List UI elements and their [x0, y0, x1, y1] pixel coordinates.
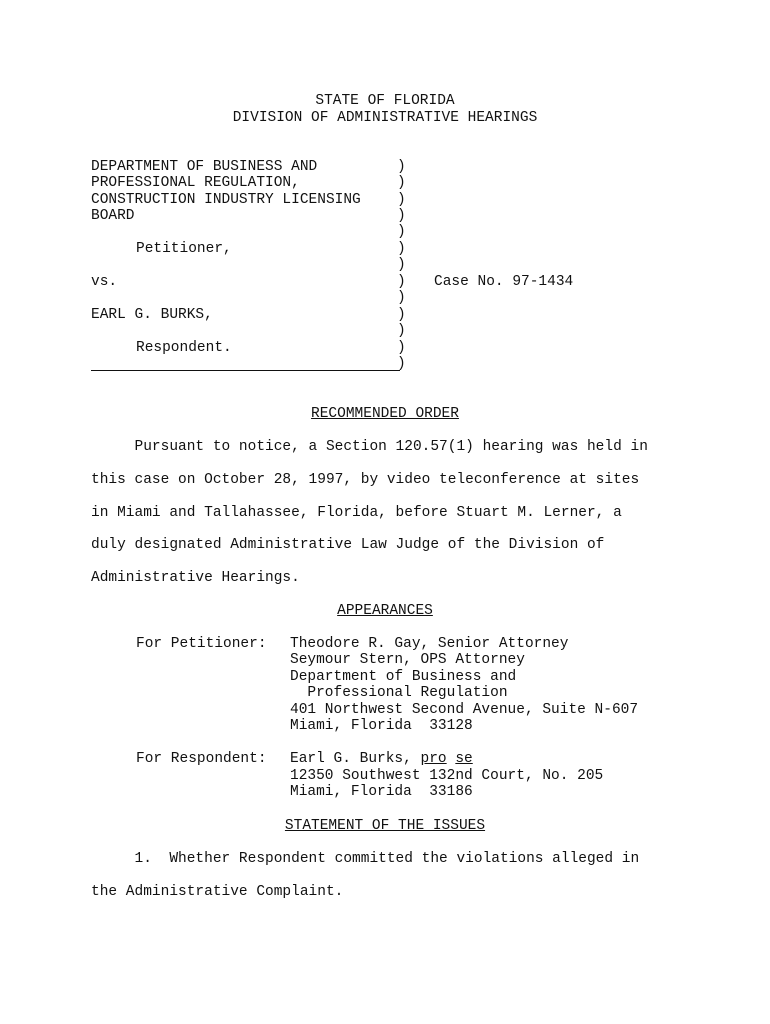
issues-line: the Administrative Complaint. [91, 884, 344, 900]
intro-line: duly designated Administrative Law Judge of the Division of [91, 537, 605, 553]
respondent-counsel-line: Miami, Florida 33186 [290, 784, 473, 800]
caption-paren: ) [397, 323, 406, 339]
petitioner-counsel-line: Professional Regulation [290, 685, 508, 701]
caption-paren: ) [397, 340, 406, 356]
issues-heading: STATEMENT OF THE ISSUES [284, 818, 486, 834]
petitioner-counsel-line: Department of Business and [290, 669, 517, 685]
petitioner-counsel-line: Seymour Stern, OPS Attorney [290, 652, 525, 668]
intro-line: this case on October 28, 1997, by video teleconference at sites [91, 472, 640, 488]
pro-text: pro [420, 751, 447, 767]
respondent-counsel-name: Earl G. Burks, [290, 751, 421, 767]
caption-paren: ) [397, 224, 406, 240]
appearances-heading: APPEARANCES [337, 603, 433, 619]
petitioner-role: Petitioner, [136, 241, 232, 257]
intro-line: Pursuant to notice, a Section 120.57(1) hearing was held in [91, 439, 648, 455]
issues-line: 1. Whether Respondent committed the violations alleged in [91, 851, 640, 867]
caption-paren: ) [397, 274, 406, 290]
caption-paren: ) [397, 307, 406, 323]
caption-paren: ) [397, 159, 406, 175]
petitioner-name-line: CONSTRUCTION INDUSTRY LICENSING [91, 192, 361, 208]
caption-paren: ) [397, 290, 406, 306]
intro-line: in Miami and Tallahassee, Florida, before Stuart M. Lerner, a [91, 505, 622, 521]
respondent-counsel-line: 12350 Southwest 132nd Court, No. 205 [290, 768, 604, 784]
caption-paren: ) [397, 356, 406, 372]
petitioner-counsel-line: Miami, Florida 33128 [290, 718, 473, 734]
caption-paren: ) [397, 241, 406, 257]
petitioner-counsel-label: For Petitioner: [136, 636, 267, 652]
state-heading: STATE OF FLORIDA [315, 93, 455, 109]
case-number: Case No. 97-1434 [434, 274, 574, 290]
respondent-counsel-name-line [290, 751, 473, 767]
intro-line: Administrative Hearings. [91, 570, 300, 586]
respondent-role: Respondent. [136, 340, 232, 356]
respondent-name: EARL G. BURKS, [91, 307, 213, 323]
caption-underline [91, 370, 400, 371]
versus-label: vs. [91, 274, 118, 290]
caption-paren: ) [397, 257, 406, 273]
respondent-counsel-label: For Respondent: [136, 751, 267, 767]
petitioner-counsel-line: Theodore R. Gay, Senior Attorney [290, 636, 569, 652]
caption-paren: ) [397, 192, 406, 208]
order-title: RECOMMENDED ORDER [311, 406, 459, 422]
division-heading: DIVISION OF ADMINISTRATIVE HEARINGS [232, 110, 538, 126]
petitioner-name-line: DEPARTMENT OF BUSINESS AND [91, 159, 318, 175]
petitioner-name-line: BOARD [91, 208, 135, 224]
se-text: se [455, 751, 473, 767]
caption-paren: ) [397, 175, 406, 191]
caption-paren: ) [397, 208, 406, 224]
petitioner-name-line: PROFESSIONAL REGULATION, [91, 175, 300, 191]
petitioner-counsel-line: 401 Northwest Second Avenue, Suite N-607 [290, 702, 639, 718]
